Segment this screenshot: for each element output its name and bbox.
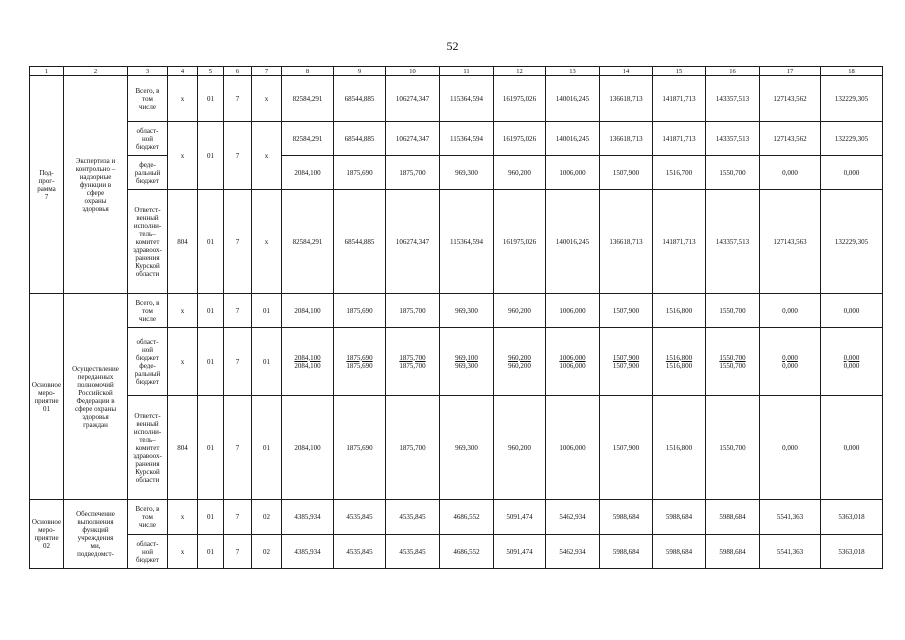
value-cell-8: 82584,291: [282, 76, 334, 122]
value-cell-18: 5363,018: [821, 500, 883, 535]
value-cell-10: 1875,700 1875,700: [386, 328, 440, 396]
value-cell-14: 1507,900: [600, 294, 653, 328]
table-row: [30, 122, 883, 156]
program-name-cell: Основное меро- приятие 02: [30, 500, 64, 569]
value-cell-16: 5988,684: [706, 500, 760, 535]
value-cell-8: 2084,100: [282, 396, 334, 500]
value-cell-17: 0,000: [760, 156, 821, 190]
value-cell-10: 1875,700: [386, 294, 440, 328]
value-cell-10: 106274,347: [386, 76, 440, 122]
value-cell-13: 140016,245: [546, 76, 600, 122]
value-cell-18: 0,000: [821, 156, 883, 190]
value-cell-8: 2084,100: [282, 294, 334, 328]
value-cell-15: 5988,684: [653, 500, 706, 535]
code-cell-6: 7: [224, 294, 252, 328]
code-cell-4: x: [168, 122, 198, 190]
value-cell-11: 115364,594: [440, 190, 494, 294]
header-cell-10: 10: [386, 67, 440, 76]
value-cell-15: 141871,713: [653, 122, 706, 156]
code-cell-7: 01: [252, 396, 282, 500]
code-cell-5: 01: [198, 535, 224, 569]
value-cell-15: 1516,800 1516,800: [653, 328, 706, 396]
value-cell-13: 140016,245: [546, 122, 600, 156]
value-cell-11: 115364,594: [440, 122, 494, 156]
value-cell-12: 960,200: [494, 156, 546, 190]
code-cell-7: x: [252, 190, 282, 294]
code-cell-7: x: [252, 122, 282, 190]
funding-source-cell: Всего, в том числе: [128, 76, 168, 122]
code-cell-7: x: [252, 76, 282, 122]
page-number: 52: [446, 39, 459, 53]
code-cell-7: 02: [252, 500, 282, 535]
header-cell-1: 1: [30, 67, 64, 76]
value-cell-17: 127143,563: [760, 190, 821, 294]
funding-source-cell: Всего, в том числе: [128, 500, 168, 535]
budget-table: [29, 66, 883, 569]
header-cell-3: 3: [128, 67, 168, 76]
value-cell-8: 82584,291: [282, 190, 334, 294]
code-cell-4: 804: [168, 190, 198, 294]
value-cell-12: 161975,026: [494, 190, 546, 294]
value-cell-16: 5988,684: [706, 535, 760, 569]
value-cell-15: 1516,700: [653, 156, 706, 190]
code-cell-6: 7: [224, 500, 252, 535]
header-cell-6: 6: [224, 67, 252, 76]
code-cell-4: x: [168, 294, 198, 328]
value-cell-16: 143357,513: [706, 190, 760, 294]
value-cell-11: 4686,552: [440, 535, 494, 569]
code-cell-4: x: [168, 76, 198, 122]
value-cell-12: 960,200: [494, 294, 546, 328]
table-row: [30, 396, 883, 500]
funding-source-cell: Всего, в том числе: [128, 294, 168, 328]
value-cell-9: 68544,885: [334, 122, 386, 156]
value-cell-16: 1550,700: [706, 294, 760, 328]
value-cell-9: 4535,845: [334, 535, 386, 569]
value-cell-13: 1006,000 1006,000: [546, 328, 600, 396]
code-cell-4: x: [168, 535, 198, 569]
table-row: [30, 535, 883, 569]
value-cell-17: 5541,363: [760, 535, 821, 569]
header-cell-7: 7: [252, 67, 282, 76]
header-cell-2: 2: [64, 67, 128, 76]
code-cell-7: 02: [252, 535, 282, 569]
table-row: [30, 156, 883, 190]
value-cell-18: 0,000 0,000: [821, 328, 883, 396]
funding-source-cell: Ответст- венный исполни- тель– комитет здравоох- ранения Курской области: [128, 190, 168, 294]
header-cell-12: 12: [494, 67, 546, 76]
value-cell-10: 106274,347: [386, 190, 440, 294]
value-cell-11: 969,300: [440, 396, 494, 500]
value-cell-16: 1550,700: [706, 396, 760, 500]
program-name-cell: Основное меро- приятие 01: [30, 294, 64, 500]
value-cell-12: 960,200 960,200: [494, 328, 546, 396]
value-cell-16: 143357,513: [706, 122, 760, 156]
code-cell-4: x: [168, 500, 198, 535]
value-cell-18: 0,000: [821, 396, 883, 500]
value-cell-14: 136618,713: [600, 76, 653, 122]
code-cell-6: 7: [224, 328, 252, 396]
value-cell-10: 1875,700: [386, 156, 440, 190]
value-cell-15: 141871,713: [653, 190, 706, 294]
program-title-cell: Осуществление переданных полномочий Российской Федерации в сфере охраны здоровья граждан: [64, 294, 128, 500]
value-cell-14: 5988,684: [600, 535, 653, 569]
value-cell-18: 0,000: [821, 294, 883, 328]
header-cell-16: 16: [706, 67, 760, 76]
code-cell-6: 7: [224, 76, 252, 122]
code-cell-5: 01: [198, 396, 224, 500]
value-cell-9: 1875,690 1875,690: [334, 328, 386, 396]
value-cell-8: 82584,291: [282, 122, 334, 156]
code-cell-4: 804: [168, 396, 198, 500]
header-cell-9: 9: [334, 67, 386, 76]
code-cell-6: 7: [224, 535, 252, 569]
code-cell-7: 01: [252, 294, 282, 328]
value-cell-9: 4535,845: [334, 500, 386, 535]
value-cell-17: 127143,562: [760, 76, 821, 122]
value-cell-13: 5462,934: [546, 535, 600, 569]
header-cell-15: 15: [653, 67, 706, 76]
code-cell-4: x: [168, 328, 198, 396]
value-cell-12: 5091,474: [494, 500, 546, 535]
value-cell-8: 2084,100 2084,100: [282, 328, 334, 396]
value-cell-9: 1875,690: [334, 294, 386, 328]
value-cell-11: 969,100 969,300: [440, 328, 494, 396]
value-cell-12: 161975,026: [494, 76, 546, 122]
value-cell-13: 1006,000: [546, 294, 600, 328]
value-cell-10: 1875,700: [386, 396, 440, 500]
value-cell-10: 4535,845: [386, 500, 440, 535]
program-title-cell: Экспертиза и контрольно – надзорные функции в сфере охраны здоровья: [64, 76, 128, 294]
value-cell-10: 4535,845: [386, 535, 440, 569]
value-cell-17: 5541,363: [760, 500, 821, 535]
program-name-cell: Под- прог- рамма 7: [30, 76, 64, 294]
value-cell-9: 1875,690: [334, 396, 386, 500]
code-cell-6: 7: [224, 122, 252, 190]
value-cell-16: 1550,700: [706, 156, 760, 190]
value-cell-11: 115364,594: [440, 76, 494, 122]
value-cell-18: 132229,305: [821, 190, 883, 294]
table-row: [30, 328, 883, 396]
table-row: [30, 500, 883, 535]
header-cell-5: 5: [198, 67, 224, 76]
value-cell-15: 1516,800: [653, 294, 706, 328]
header-cell-4: 4: [168, 67, 198, 76]
funding-source-cell: Ответст- венный исполни- тель– комитет здравоох- ранения Курской области: [128, 396, 168, 500]
value-cell-11: 969,300: [440, 156, 494, 190]
value-cell-14: 136618,713: [600, 122, 653, 156]
value-cell-17: 0,000: [760, 396, 821, 500]
value-cell-17: 0,000 0,000: [760, 328, 821, 396]
value-cell-16: 143357,513: [706, 76, 760, 122]
value-cell-8: 2084,100: [282, 156, 334, 190]
value-cell-13: 1006,000: [546, 396, 600, 500]
value-cell-11: 4686,552: [440, 500, 494, 535]
value-cell-8: 4385,934: [282, 535, 334, 569]
value-cell-15: 5988,684: [653, 535, 706, 569]
value-cell-18: 132229,305: [821, 76, 883, 122]
header-row: [30, 67, 883, 76]
value-cell-13: 140016,245: [546, 190, 600, 294]
code-cell-5: 01: [198, 500, 224, 535]
program-title-cell: Обеспечение выполнения функций учреждения ми, подведомст-: [64, 500, 128, 569]
value-cell-12: 5091,474: [494, 535, 546, 569]
header-cell-14: 14: [600, 67, 653, 76]
header-cell-13: 13: [546, 67, 600, 76]
value-cell-18: 5363,018: [821, 535, 883, 569]
value-cell-9: 68544,885: [334, 76, 386, 122]
value-cell-15: 1516,800: [653, 396, 706, 500]
value-cell-13: 1006,000: [546, 156, 600, 190]
funding-source-cell: област- ной бюджет: [128, 535, 168, 569]
value-cell-12: 161975,026: [494, 122, 546, 156]
code-cell-5: 01: [198, 76, 224, 122]
value-cell-10: 106274,347: [386, 122, 440, 156]
header-cell-11: 11: [440, 67, 494, 76]
value-cell-14: 1507,900 1507,900: [600, 328, 653, 396]
value-cell-14: 1507,900: [600, 156, 653, 190]
funding-source-cell: област- ной бюджет феде- ральный бюджет: [128, 328, 168, 396]
value-cell-13: 5462,934: [546, 500, 600, 535]
value-cell-16: 1550,700 1550,700: [706, 328, 760, 396]
funding-source-cell: феде- ральный бюджет: [128, 156, 168, 190]
header-cell-18: 18: [821, 67, 883, 76]
value-cell-11: 969,300: [440, 294, 494, 328]
value-cell-14: 136618,713: [600, 190, 653, 294]
code-cell-5: 01: [198, 122, 224, 190]
value-cell-14: 5988,684: [600, 500, 653, 535]
code-cell-5: 01: [198, 328, 224, 396]
value-cell-17: 0,000: [760, 294, 821, 328]
code-cell-6: 7: [224, 396, 252, 500]
value-cell-17: 127143,562: [760, 122, 821, 156]
value-cell-9: 68544,885: [334, 190, 386, 294]
code-cell-6: 7: [224, 190, 252, 294]
code-cell-5: 01: [198, 294, 224, 328]
code-cell-7: 01: [252, 328, 282, 396]
value-cell-14: 1507,900: [600, 396, 653, 500]
table-row: [30, 190, 883, 294]
value-cell-18: 132229,305: [821, 122, 883, 156]
table-row: [30, 76, 883, 122]
table-row: [30, 294, 883, 328]
value-cell-9: 1875,690: [334, 156, 386, 190]
code-cell-5: 01: [198, 190, 224, 294]
funding-source-cell: област- ной бюджет: [128, 122, 168, 156]
header-cell-8: 8: [282, 67, 334, 76]
header-cell-17: 17: [760, 67, 821, 76]
value-cell-12: 960,200: [494, 396, 546, 500]
value-cell-8: 4385,934: [282, 500, 334, 535]
value-cell-15: 141871,713: [653, 76, 706, 122]
